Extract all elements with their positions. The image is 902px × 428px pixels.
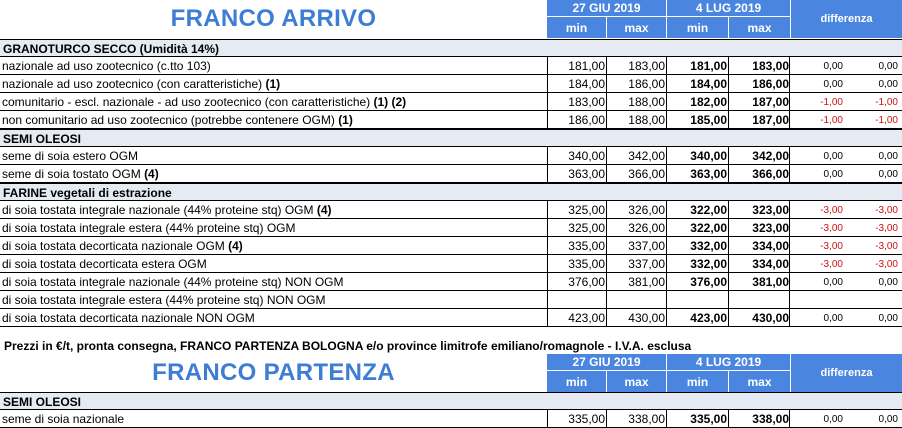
min-curr-cell: 332,00 xyxy=(690,257,727,271)
column-divider xyxy=(606,255,607,272)
column-divider xyxy=(666,75,667,92)
column-divider xyxy=(547,147,548,164)
difference-header: differenza xyxy=(791,354,902,392)
min-prev-cell: 363,00 xyxy=(568,167,605,181)
column-divider xyxy=(789,309,790,326)
diff-min-cell: 0,00 xyxy=(823,313,843,324)
diff-min-cell: -3,00 xyxy=(820,223,843,234)
table-row xyxy=(0,309,902,327)
column-divider xyxy=(789,201,790,218)
column-divider xyxy=(606,219,607,236)
min-prev-cell: 335,00 xyxy=(568,257,605,271)
max-header: max xyxy=(607,17,667,38)
table-row xyxy=(0,93,902,111)
row-label-text: di soia tostata integrale nazionale (44% proteine stq) OGM xyxy=(2,203,317,217)
column-divider xyxy=(789,57,790,74)
min-prev-cell: 423,00 xyxy=(568,311,605,325)
header-franco-partenza xyxy=(0,354,902,392)
row-label xyxy=(2,95,406,109)
column-divider xyxy=(728,93,729,110)
column-divider xyxy=(606,309,607,326)
column-divider xyxy=(666,255,667,272)
min-header: min xyxy=(667,371,729,392)
row-label xyxy=(2,412,124,426)
max-curr-cell: 381,00 xyxy=(752,275,789,289)
diff-min-cell: -3,00 xyxy=(820,205,843,216)
row-note-ref: (4) xyxy=(144,167,159,181)
row-label-text: di soia tostata decorticata nazionale OGM xyxy=(2,239,229,253)
max-prev-cell: 337,00 xyxy=(628,257,665,271)
max-curr-cell: 366,00 xyxy=(752,167,789,181)
min-curr-cell: 185,00 xyxy=(690,113,727,127)
diff-max-cell: -3,00 xyxy=(875,205,898,216)
column-divider xyxy=(666,237,667,254)
max-curr-cell: 323,00 xyxy=(752,221,789,235)
column-divider xyxy=(666,291,667,308)
table-row xyxy=(0,165,902,183)
column-divider xyxy=(547,93,548,110)
diff-max-cell: 0,00 xyxy=(878,277,898,288)
section-title: SEMI OLEOSI xyxy=(3,132,82,146)
column-divider xyxy=(547,75,548,92)
diff-min-cell: -3,00 xyxy=(820,259,843,270)
diff-max-cell: -1,00 xyxy=(875,97,898,108)
max-prev-cell: 430,00 xyxy=(628,311,665,325)
min-curr-cell: 376,00 xyxy=(690,275,727,289)
max-curr-cell: 342,00 xyxy=(752,149,789,163)
column-divider xyxy=(789,237,790,254)
column-divider xyxy=(606,291,607,308)
min-curr-cell: 363,00 xyxy=(690,167,727,181)
row-label-text: di soia tostata integrale estera (44% proteine stq) NON OGM xyxy=(2,293,326,307)
row-note-ref: (1) (2) xyxy=(373,95,407,109)
section-header xyxy=(0,129,902,147)
min-header: min xyxy=(547,17,607,38)
column-divider xyxy=(666,410,667,427)
column-divider xyxy=(789,165,790,182)
date-column-2: 4 LUG 2019 xyxy=(667,354,791,371)
min-prev-cell: 186,00 xyxy=(568,113,605,127)
column-divider xyxy=(606,201,607,218)
column-divider xyxy=(547,219,548,236)
row-label xyxy=(2,59,211,73)
column-divider xyxy=(789,219,790,236)
column-divider xyxy=(606,111,607,128)
max-curr-cell: 334,00 xyxy=(752,257,789,271)
row-label xyxy=(2,203,332,217)
max-header: max xyxy=(607,371,667,392)
min-curr-cell: 184,00 xyxy=(690,77,727,91)
column-divider xyxy=(666,165,667,182)
min-curr-cell: 340,00 xyxy=(690,149,727,163)
column-divider xyxy=(789,75,790,92)
column-divider xyxy=(547,273,548,290)
column-divider xyxy=(606,273,607,290)
column-divider xyxy=(728,237,729,254)
max-curr-cell: 186,00 xyxy=(752,77,789,91)
min-prev-cell: 183,00 xyxy=(568,95,605,109)
table-row xyxy=(0,237,902,255)
column-divider xyxy=(728,111,729,128)
column-divider xyxy=(547,255,548,272)
min-prev-cell: 376,00 xyxy=(568,275,605,289)
diff-max-cell: -3,00 xyxy=(875,259,898,270)
max-prev-cell: 186,00 xyxy=(628,77,665,91)
column-divider xyxy=(789,111,790,128)
min-prev-cell: 184,00 xyxy=(568,77,605,91)
column-divider xyxy=(606,165,607,182)
column-divider xyxy=(547,57,548,74)
row-label-text: non comunitario ad uso zootecnico (potrebbe contenere OGM) xyxy=(2,113,339,127)
row-label-text: di soia tostata integrale estera (44% proteine stq) OGM xyxy=(2,221,296,235)
max-curr-cell: 183,00 xyxy=(752,59,789,73)
column-divider xyxy=(728,255,729,272)
row-label-text: di soia tostata decorticata estera OGM xyxy=(2,257,207,271)
max-curr-cell: 430,00 xyxy=(752,311,789,325)
max-prev-cell: 338,00 xyxy=(628,412,665,426)
section-title: SEMI OLEOSI xyxy=(3,395,82,409)
diff-min-cell: 0,00 xyxy=(823,79,843,90)
section-title: FARINE vegetali di estrazione xyxy=(3,186,172,200)
row-label xyxy=(2,113,353,127)
section-header xyxy=(0,39,902,57)
row-label-text: nazionale ad uso zootecnico (con caratteristiche) xyxy=(2,77,266,91)
column-divider xyxy=(728,57,729,74)
column-divider xyxy=(606,93,607,110)
table-row xyxy=(0,273,902,291)
min-curr-cell: 332,00 xyxy=(690,239,727,253)
diff-min-cell: -1,00 xyxy=(820,115,843,126)
diff-max-cell: 0,00 xyxy=(878,79,898,90)
max-prev-cell: 342,00 xyxy=(628,149,665,163)
min-curr-cell: 423,00 xyxy=(690,311,727,325)
diff-min-cell: 0,00 xyxy=(823,169,843,180)
max-prev-cell: 366,00 xyxy=(628,167,665,181)
min-prev-cell: 335,00 xyxy=(568,412,605,426)
min-curr-cell: 335,00 xyxy=(690,412,727,426)
column-divider xyxy=(789,273,790,290)
column-divider xyxy=(728,291,729,308)
max-prev-cell: 183,00 xyxy=(628,59,665,73)
max-prev-cell: 188,00 xyxy=(628,95,665,109)
column-divider xyxy=(789,147,790,164)
min-header: min xyxy=(547,371,607,392)
diff-min-cell: 0,00 xyxy=(823,414,843,425)
diff-max-cell: -3,00 xyxy=(875,223,898,234)
max-curr-cell: 338,00 xyxy=(752,412,789,426)
row-label-text: di soia tostata integrale nazionale (44% proteine stq) NON OGM xyxy=(2,275,344,289)
column-divider xyxy=(547,237,548,254)
max-curr-cell: 187,00 xyxy=(752,113,789,127)
difference-header: differenza xyxy=(791,0,902,38)
column-divider xyxy=(789,93,790,110)
column-divider xyxy=(547,165,548,182)
column-divider xyxy=(666,147,667,164)
min-prev-cell: 181,00 xyxy=(568,59,605,73)
max-prev-cell: 326,00 xyxy=(628,221,665,235)
max-header: max xyxy=(729,371,791,392)
column-divider xyxy=(606,147,607,164)
table-row xyxy=(0,410,902,428)
row-label xyxy=(2,167,159,181)
column-divider xyxy=(547,410,548,427)
column-divider xyxy=(728,410,729,427)
date-column-1: 27 GIU 2019 xyxy=(547,354,667,371)
date-column-1: 27 GIU 2019 xyxy=(547,0,667,17)
max-curr-cell: 323,00 xyxy=(752,203,789,217)
table-title: FRANCO ARRIVO xyxy=(170,5,377,32)
section-header xyxy=(0,392,902,410)
min-curr-cell: 322,00 xyxy=(690,221,727,235)
column-divider xyxy=(547,291,548,308)
min-prev-cell: 335,00 xyxy=(568,239,605,253)
row-label-text: seme di soia tostato OGM xyxy=(2,167,145,181)
min-prev-cell: 340,00 xyxy=(568,149,605,163)
max-curr-cell: 187,00 xyxy=(752,95,789,109)
column-divider xyxy=(728,219,729,236)
row-label-text: comunitario - escl. nazionale - ad uso zootecnico (con caratteristiche) xyxy=(2,95,374,109)
min-header: min xyxy=(667,17,729,38)
row-note-ref: (4) xyxy=(316,203,332,217)
column-divider xyxy=(606,237,607,254)
column-divider xyxy=(606,57,607,74)
max-prev-cell: 381,00 xyxy=(628,275,665,289)
column-divider xyxy=(728,273,729,290)
column-divider xyxy=(547,111,548,128)
column-divider xyxy=(789,291,790,308)
row-label xyxy=(2,77,280,91)
table-row xyxy=(0,291,902,309)
min-curr-cell: 322,00 xyxy=(690,203,727,217)
min-prev-cell: 325,00 xyxy=(568,203,605,217)
table-row xyxy=(0,255,902,273)
diff-min-cell: 0,00 xyxy=(823,277,843,288)
row-label-text: nazionale ad uso zootecnico (c.tto 103) xyxy=(2,59,211,73)
column-divider xyxy=(666,111,667,128)
section-header xyxy=(0,183,902,201)
row-label-text: seme di soia nazionale xyxy=(2,412,125,426)
diff-max-cell: 0,00 xyxy=(878,61,898,72)
column-divider xyxy=(666,309,667,326)
row-label xyxy=(2,311,255,325)
table-row xyxy=(0,201,902,219)
column-divider xyxy=(547,201,548,218)
diff-min-cell: -3,00 xyxy=(820,241,843,252)
column-divider xyxy=(789,255,790,272)
table-row xyxy=(0,75,902,93)
column-divider xyxy=(728,201,729,218)
date-column-2: 4 LUG 2019 xyxy=(667,0,791,17)
row-label xyxy=(2,221,295,235)
diff-max-cell: 0,00 xyxy=(878,151,898,162)
max-prev-cell: 188,00 xyxy=(628,113,665,127)
column-divider xyxy=(666,93,667,110)
price-note: Prezzi in €/t, pronta consegna, FRANCO PARTENZA BOLOGNA e/o province limitrofe emiliano/romagnole - I.V.A. esclusa xyxy=(4,339,692,353)
row-label xyxy=(2,149,138,163)
row-label xyxy=(2,257,207,271)
table-title: FRANCO PARTENZA xyxy=(152,359,395,386)
header-franco-arrivo xyxy=(0,0,902,38)
min-curr-cell: 182,00 xyxy=(690,95,727,109)
diff-max-cell: -1,00 xyxy=(875,115,898,126)
column-divider xyxy=(606,410,607,427)
column-divider xyxy=(547,309,548,326)
diff-min-cell: 0,00 xyxy=(823,151,843,162)
column-divider xyxy=(728,75,729,92)
column-divider xyxy=(728,147,729,164)
column-divider xyxy=(789,410,790,427)
max-header: max xyxy=(729,17,791,38)
min-prev-cell: 325,00 xyxy=(568,221,605,235)
column-divider xyxy=(666,273,667,290)
column-divider xyxy=(606,75,607,92)
max-prev-cell: 337,00 xyxy=(628,239,665,253)
row-note-ref: (1) xyxy=(338,113,353,127)
column-divider xyxy=(728,309,729,326)
row-note-ref: (1) xyxy=(265,77,281,91)
table-row xyxy=(0,219,902,237)
table-row xyxy=(0,147,902,165)
row-label xyxy=(2,275,344,289)
row-label-text: seme di soia estero OGM xyxy=(2,149,139,163)
diff-min-cell: 0,00 xyxy=(823,61,843,72)
diff-max-cell: -3,00 xyxy=(875,241,898,252)
row-note-ref: (4) xyxy=(228,239,243,253)
diff-max-cell: 0,00 xyxy=(878,169,898,180)
row-label-text: di soia tostata decorticata nazionale NON OGM xyxy=(2,311,255,325)
min-curr-cell: 181,00 xyxy=(690,59,727,73)
max-curr-cell: 334,00 xyxy=(752,239,789,253)
table-row xyxy=(0,57,902,75)
column-divider xyxy=(666,201,667,218)
column-divider xyxy=(666,219,667,236)
column-divider xyxy=(666,57,667,74)
row-label xyxy=(2,293,325,307)
column-divider xyxy=(728,165,729,182)
diff-max-cell: 0,00 xyxy=(878,313,898,324)
max-prev-cell: 326,00 xyxy=(628,203,665,217)
diff-min-cell: -1,00 xyxy=(820,97,843,108)
table-row xyxy=(0,111,902,129)
diff-max-cell: 0,00 xyxy=(878,414,898,425)
row-label xyxy=(2,239,243,253)
section-title: GRANOTURCO SECCO (Umidità 14%) xyxy=(3,42,220,56)
